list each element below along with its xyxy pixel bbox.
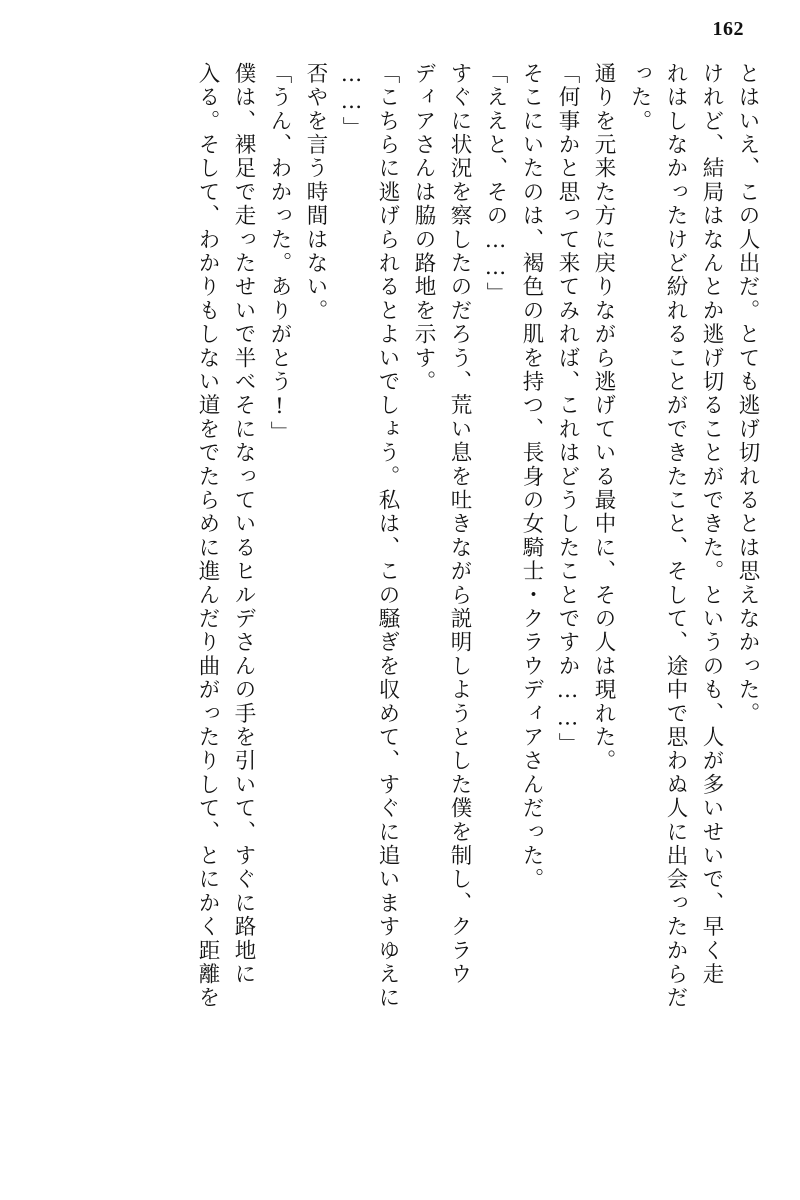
text-column: 通りを元来た方に戻りながら逃げている最中に、その人は現れた。	[591, 62, 616, 773]
text-column: ディアさんは脇の路地を示す。	[411, 62, 436, 394]
text-column: った。	[627, 62, 652, 134]
text-column: ……」	[339, 62, 364, 141]
text-column: 「ええと、その……」	[483, 62, 508, 306]
text-column: 「こちらに逃げられるとよいでしょう。私は、この騒ぎを収めて、すぐに追いますゆえに	[375, 62, 400, 1010]
text-column: 否やを言う時間はない。	[303, 62, 328, 323]
text-column: そこにいたのは、褐色の肌を持つ、長身の女騎士・クラウディアさんだった。	[519, 62, 544, 892]
text-column: すぐに状況を察したのだろう、荒い息を吐きながら説明しようとした僕を制し、クラウ	[447, 62, 472, 987]
text-column: とはいえ、この人出だ。とても逃げ切れるとは思えなかった。	[735, 62, 760, 726]
text-column: 「うん、わかった。ありがとう!」	[267, 62, 292, 445]
text-column: 僕は、裸足で走ったせいで半べそになっているヒルデさんの手を引いて、すぐに路地に	[231, 62, 256, 987]
vertical-text-block	[36, 62, 758, 1180]
text-column: けれど、結局はなんとか逃げ切ることができた。というのも、人が多いせいで、早く走	[699, 62, 724, 987]
text-column: 入る。そして、わかりもしない道をでたらめに進んだり曲がったりして、とにかく距離を	[195, 62, 220, 1010]
text-column: れはしなかったけど紛れることができたこと、そして、途中で思わぬ人に出会ったからだ	[663, 62, 688, 1010]
text-column: 「何事かと思って来てみれば、これはどうしたことですか……」	[555, 62, 580, 757]
page-number: 162	[712, 18, 744, 40]
